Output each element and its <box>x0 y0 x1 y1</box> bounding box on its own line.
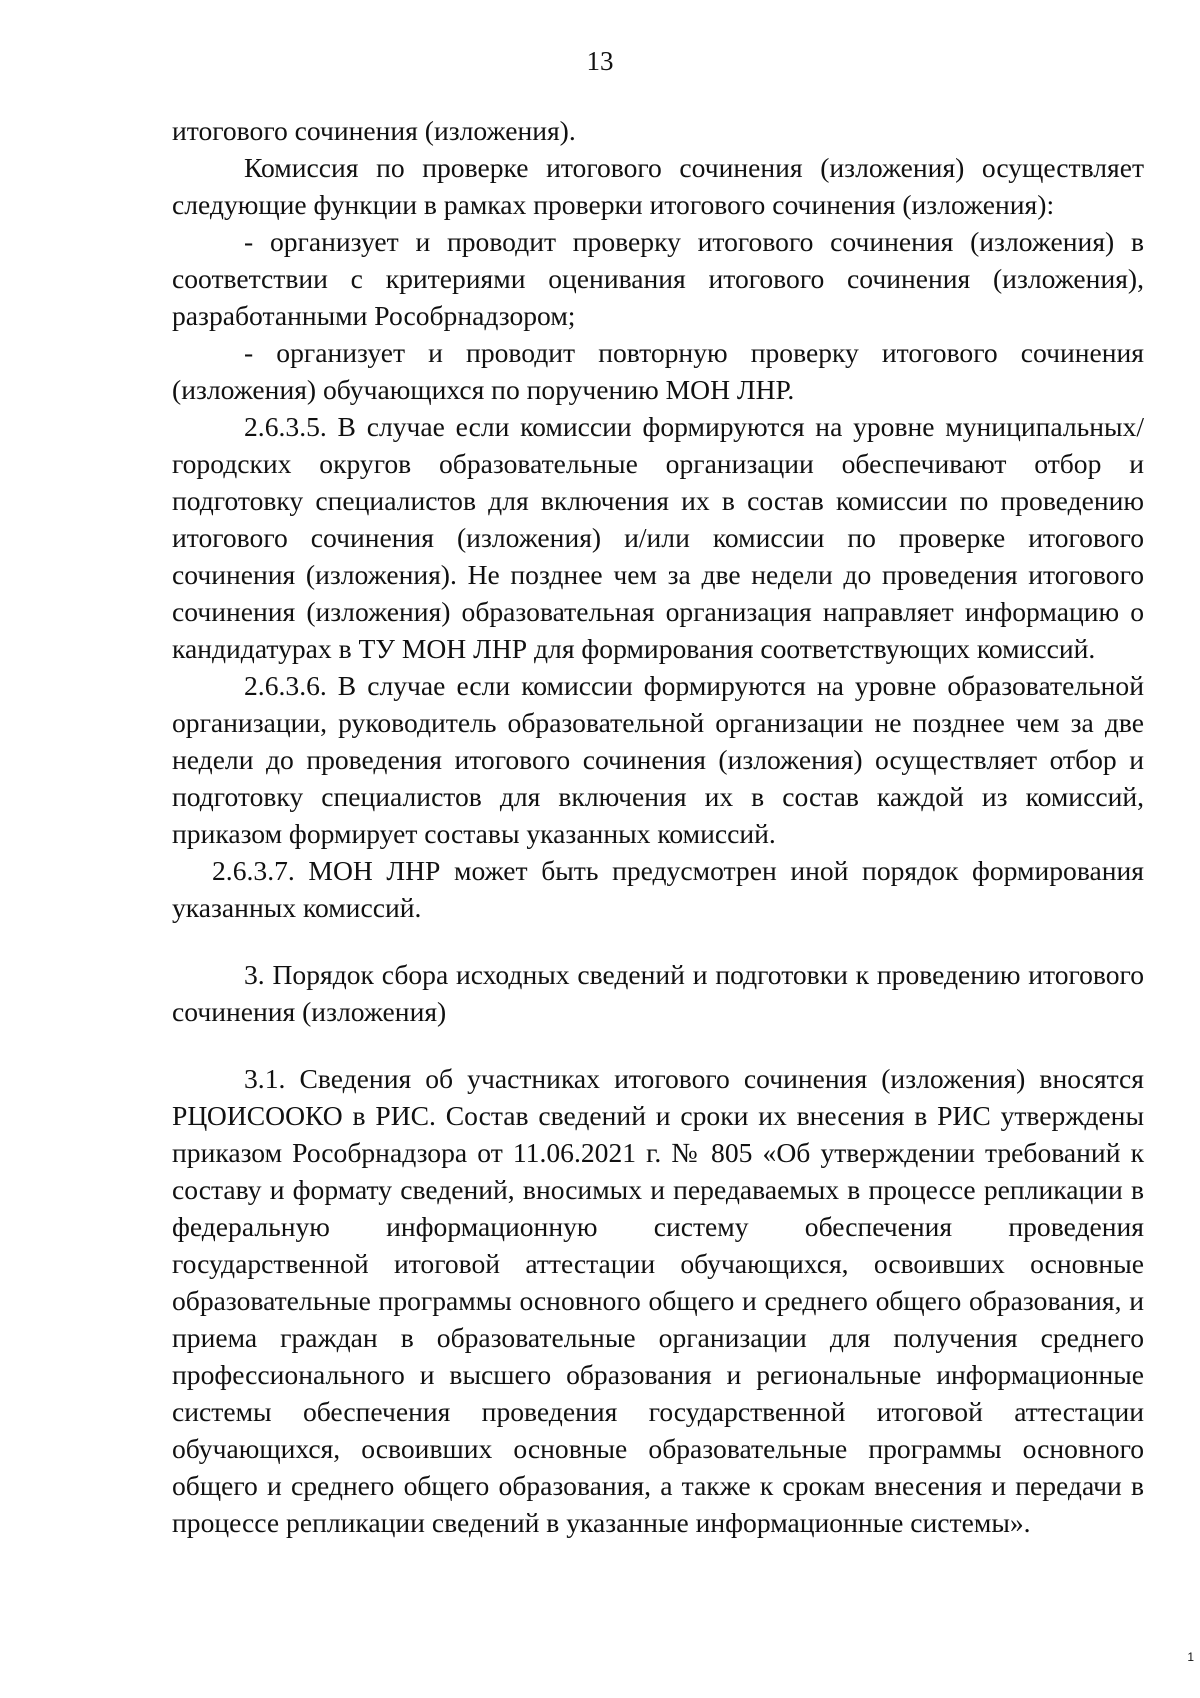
corner-mark: 1 <box>1187 1650 1194 1664</box>
paragraph-commission-functions: Комиссия по проверке итогового сочинения (изложения) осуществляет следующие функции в рамках проверки итогового сочинения (изложения): <box>172 152 1144 220</box>
list-item-organize-recheck: - организует и проводит повторную проверку итогового сочинения (изложения) обучающихся по поручению МОН ЛНР. <box>172 337 1144 405</box>
section-heading-3: 3. Порядок сбора исходных сведений и подготовки к проведению итогового сочинения (изложения) <box>172 959 1144 1027</box>
paragraph-2-6-3-6: 2.6.3.6. В случае если комиссии формируются на уровне образовательной организации, руководитель образовательной организации не позднее чем за две недели до проведения итогового сочинения (изложения) осуществляет отбор и подготовку специалистов для включения их в состав каждой из комиссий, приказом формирует составы указанных комиссий. <box>172 670 1144 849</box>
paragraph-continuation: итогового сочинения (изложения). <box>172 115 576 146</box>
document-body <box>172 112 1144 1541</box>
paragraph-2-6-3-5: 2.6.3.5. В случае если комиссии формируются на уровне муниципальных/городских округов образовательные организации обеспечивают отбор и подготовку специалистов для включения их в состав комиссии по проведению итогового сочинения (изложения) и/или комиссии по проверке итогового сочинения (изложения). Не позднее чем за две недели до проведения итогового сочинения (изложения) образовательная организация направляет информацию о кандидатурах в ТУ МОН ЛНР для формирования соответствующих комиссий. <box>172 411 1144 664</box>
paragraph-2-6-3-7: 2.6.3.7. МОН ЛНР может быть предусмотрен иной порядок формирования указанных комиссий. <box>172 855 1144 923</box>
page-number: 13 <box>586 46 614 76</box>
list-item-organize-check: - организует и проводит проверку итогового сочинения (изложения) в соответствии с критериями оценивания итогового сочинения (изложения), разработанными Рособрнадзором; <box>172 226 1144 331</box>
paragraph-3-1: 3.1. Сведения об участниках итогового сочинения (изложения) вносятся РЦОИСООКО в РИС. Состав сведений и сроки их внесения в РИС утверждены приказом Рособрнадзора от 11.06.2021 г. № 805 «Об утверждении требований к составу и формату сведений, вносимых и передаваемых в процессе репликации в федеральную информационную систему обеспечения проведения государственной итоговой аттестации обучающихся, освоивших основные образовательные программы основного общего и среднего общего образования, и приема граждан в образовательные организации для получения среднего профессионального и высшего образования и региональные информационные системы обеспечения проведения государственной итоговой аттестации обучающихся, освоивших основные образовательные программы основного общего и среднего общего образования, а также к срокам внесения и передачи в процессе репликации сведений в указанные информационные системы». <box>172 1063 1144 1538</box>
